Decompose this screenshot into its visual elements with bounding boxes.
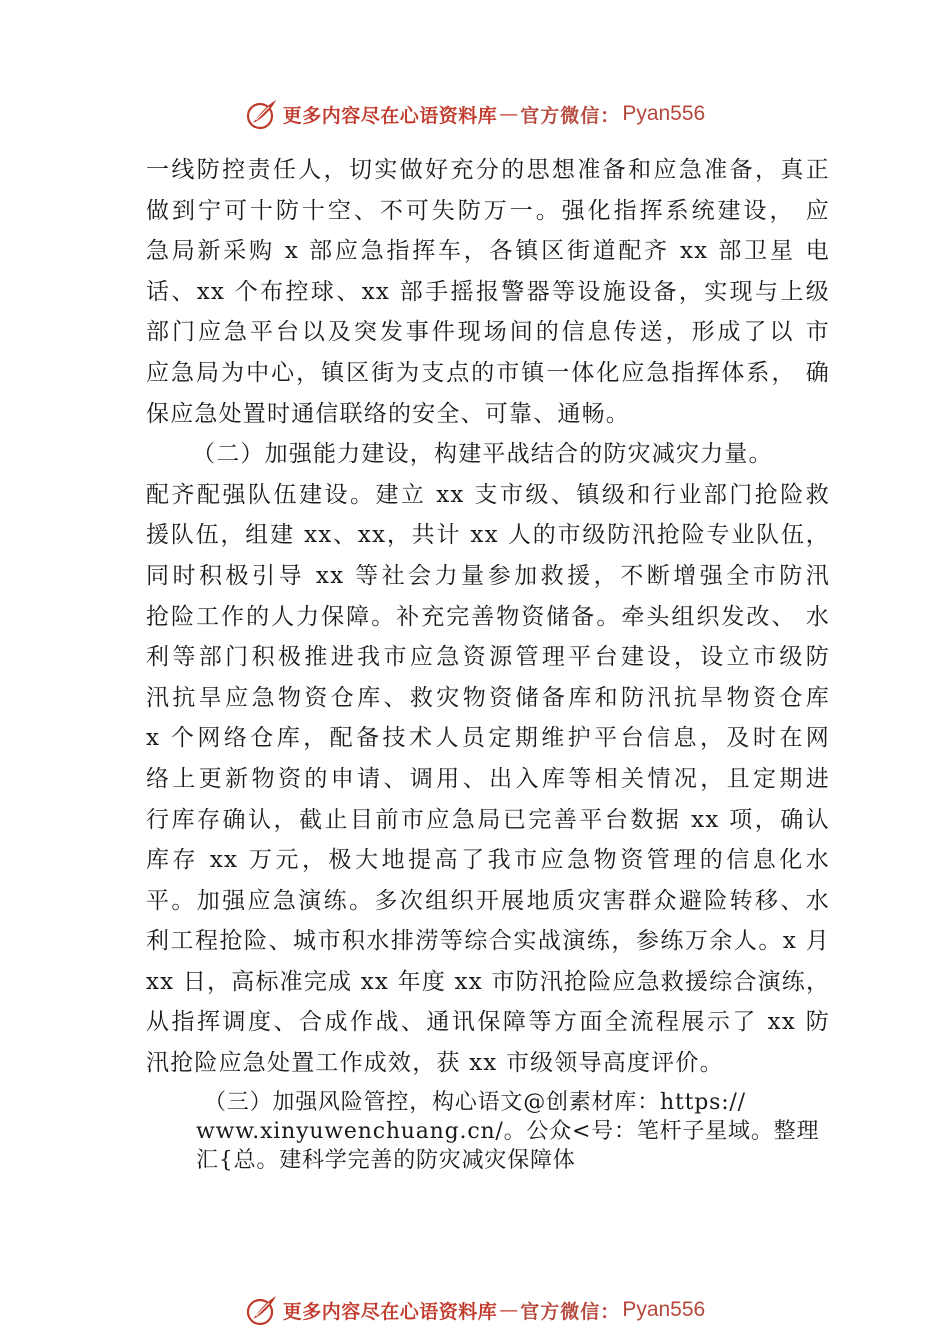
body-line: 同时积极引导 xx 等社会力量参加救援，不断增强全市防汛: [146, 562, 830, 589]
body-line: 利工程抢险、城市积水排涝等综合实战演练，参练万余人。x 月: [146, 928, 830, 955]
body-line: 做到宁可十防十空、不可失防万一。强化指挥系统建设， 应: [146, 197, 830, 224]
body-line: 急局新采购 x 部应急指挥车，各镇区街道配齐 xx 部卫星 电: [146, 238, 830, 265]
quill-logo-icon: [245, 97, 279, 131]
footer-wechat-id: Pyan556: [622, 1298, 706, 1321]
section-heading: （二）加强能力建设，构建平战结合的防灾减灾力量。: [192, 441, 773, 468]
body-line: 行库存确认，截止目前市应急局已完善平台数据 xx 项，确认: [146, 806, 830, 833]
footer-banner: [0, 1292, 950, 1328]
note-line: 汇{总。建科学完善的防灾减灾保障体: [196, 1148, 576, 1173]
body-line: 络上更新物资的申请、调用、出入库等相关情况，且定期进: [146, 765, 830, 792]
note-line: （三）加强风险管控，构心语文@创素材库：https://: [204, 1090, 746, 1115]
body-line: 汛抢险应急处置工作成效，获 xx 市级领导高度评价。: [146, 1050, 724, 1077]
body-line: 从指挥调度、合成作战、通讯保障等方面全流程展示了 xx 防: [146, 1009, 830, 1036]
body-line: 应急局为中心，镇区街为支点的市镇一体化应急指挥体系， 确: [146, 359, 830, 386]
quill-logo-icon: [245, 1293, 279, 1327]
body-line: 平。加强应急演练。多次组织开展地质灾害群众避险转移、水: [146, 887, 830, 914]
note-line: www.xinyuwenchuang.cn/。公众<号：笔杆子星域。整理: [196, 1119, 820, 1144]
header-banner: [0, 96, 950, 132]
inserted-note: [196, 1088, 826, 1175]
document-body: [146, 150, 830, 1084]
body-line: 抢险工作的人力保障。补充完善物资储备。牵头组织发改、 水: [146, 603, 830, 630]
footer-brand: 更多内容尽在心语资料库: [282, 1300, 498, 1323]
header-wechat-label: 官方微信：: [520, 104, 621, 127]
body-line: 库存 xx 万元，极大地提高了我市应急物资管理的信息化水: [146, 847, 830, 874]
body-line: xx 日，高标准完成 xx 年度 xx 市防汛抢险应急救援综合演练，: [146, 968, 831, 995]
header-wechat-id: Pyan556: [622, 102, 706, 125]
body-line: x 个网络仓库，配备技术人员定期维护平台信息，及时在网: [146, 725, 830, 752]
header-brand: 更多内容尽在心语资料库: [282, 104, 498, 127]
footer-wechat-label: 官方微信：: [520, 1300, 621, 1323]
header-dash: —: [499, 103, 519, 125]
body-line: 利等部门积极推进我市应急资源管理平台建设，设立市级防: [146, 644, 830, 671]
body-line: 配齐配强队伍建设。建立 xx 支市级、镇级和行业部门抢险救: [146, 481, 830, 508]
body-line: 汛抗旱应急物资仓库、救灾物资储备库和防汛抗旱物资仓库: [146, 684, 830, 711]
footer-dash: —: [499, 1299, 519, 1321]
body-line: 部门应急平台以及突发事件现场间的信息传送，形成了以 市: [146, 319, 830, 346]
body-line: 话、xx 个布控球、xx 部手摇报警器等设施设备，实现与上级: [146, 278, 830, 305]
body-line: 一线防控责任人，切实做好充分的思想准备和应急准备，真正: [146, 157, 830, 183]
body-line: 援队伍，组建 xx、xx，共计 xx 人的市级防汛抢险专业队伍，: [146, 522, 830, 549]
body-line: 保应急处置时通信联络的安全、可靠、通畅。: [146, 400, 630, 427]
